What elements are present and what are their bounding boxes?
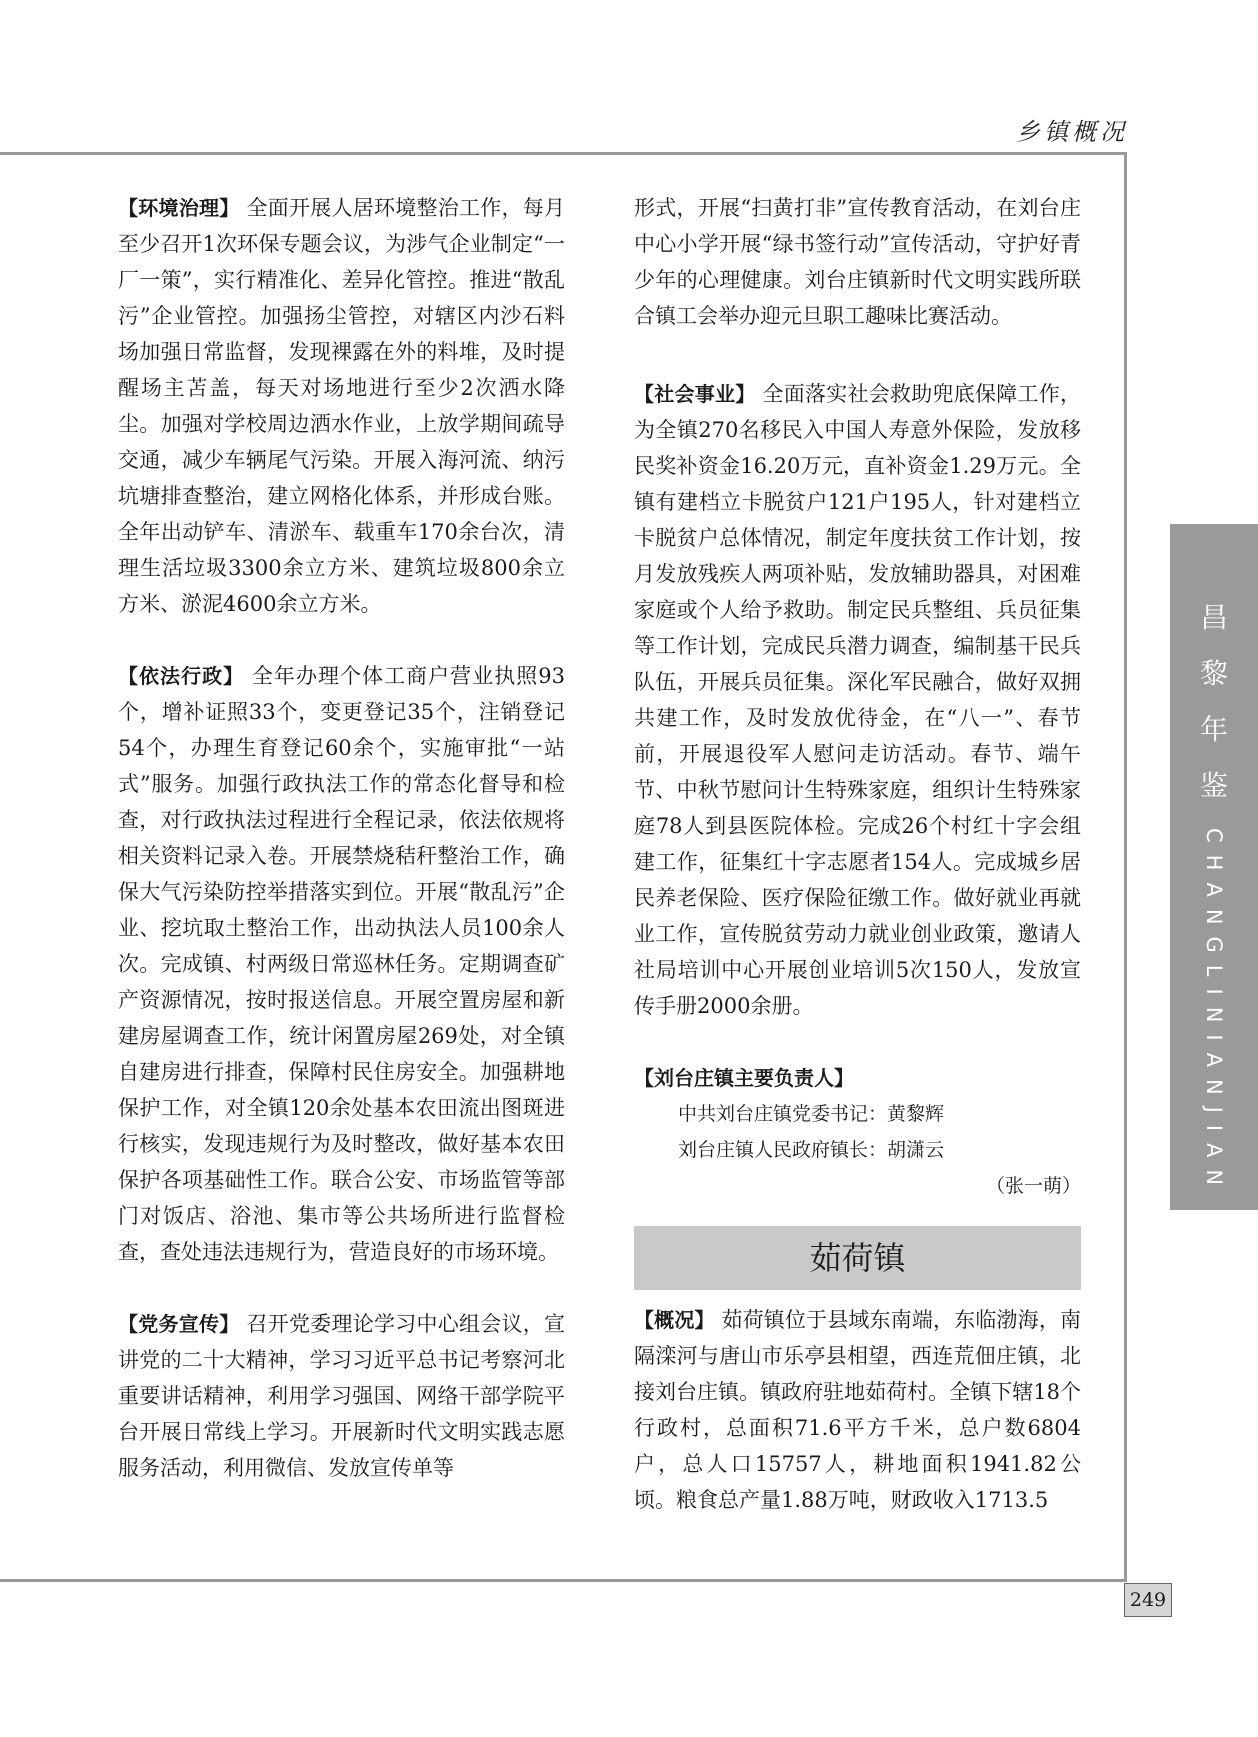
side-tab-char: 黎: [1199, 657, 1228, 690]
section-environment: [118, 190, 565, 622]
yearbook-side-tab: [1170, 524, 1258, 1210]
section-heading: 【党务宣传】: [118, 1312, 240, 1336]
frame-top-rule: [0, 152, 1124, 155]
section-body: 茹荷镇位于县域东南端，东临渤海，南隔滦河与唐山市乐亭县相望，西连荒佃庄镇，北接刘台庄镇。镇政府驻地茹荷村。全镇下辖18个行政村，总面积71.6平方千米，总户数6804户，总人口15757人，耕地面积1941.82公顷。粮食总产量1.88万吨，财政收入1713.5: [634, 1308, 1081, 1512]
running-header: 乡镇概况: [1016, 118, 1128, 146]
side-tab-char: 昌: [1199, 601, 1228, 634]
section-body: 全面落实社会救助兜底保障工作，为全镇270名移民入中国人寿意外保险，发放移民奖补资金16.20万元，直补资金1.29万元。全镇有建档立卡脱贫户121户195人，针对建档立卡脱贫户总体情况，制定年度扶贫工作计划，按月发放残疾人两项补贴，发放辅助器具，对困难家庭或个人给予救助。制定民兵整组、兵员征集等工作计划，完成民兵潜力调查，编制基干民兵队伍，开展兵员征集。深化军民融合，做好双拥共建工作，及时发放优待金，在“八一”、春节前，开展退役军人慰问走访活动。春节、端午节、中秋节慰问计生特殊家庭，组织计生特殊家庭78人到县医院体检。完成26个村红十字会组建工作，征集红十字志愿者154人。完成城乡居民养老保险、医疗保险征缴工作。做好就业再就业工作，宣传脱贫劳动力就业创业政策，邀请人社局培训中心开展创业培训5次150人，发放宣传手册2000余册。: [634, 382, 1081, 1018]
mayor-line: 刘台庄镇人民政府镇长：胡潇云: [678, 1139, 945, 1161]
section-body: 全面开展人居环境整治工作，每月至少召开1次环保专题会议，为涉气企业制定“一厂一策”，实行精准化、差异化管控。推进“散乱污”企业管控。加强扬尘管控，对辖区内沙石料场加强日常监督，发现裸露在外的料堆，及时提醒场主苫盖，每天对场地进行至少2次洒水降尘。加强对学校周边洒水作业，上放学期间疏导交通，减少车辆尾气污染。开展入海河流、纳污坑塘排查整治，建立网格化体系，并形成台账。全年出动铲车、清淤车、载重车170余台次，清理生活垃圾3300余立方米、建筑垃圾800余立方米、淤泥4600余立方米。: [118, 196, 565, 616]
leaders-heading: 【刘台庄镇主要负责人】: [634, 1066, 854, 1090]
section-body: 全年办理个体工商户营业执照93个，增补证照33个，变更登记35个，注销登记54个，办理生育登记60余个，实施审批“一站式”服务。加强行政执法工作的常态化督导和检查，对行政执法过程进行全程记录，依法依规将相关资料记录入卷。开展禁烧秸秆整治工作，确保大气污染防控举措落实到位。开展“散乱污”企业、挖坑取土整治工作，出动执法人员100余人次。完成镇、村两级日常巡林任务。定期调查矿产资源情况，按时报送信息。开展空置房屋和新建房屋调查工作，统计闲置房屋269处，对全镇自建房进行排查，保障村民住房安全。加强耕地保护工作，对全镇120余处基本农田流出图斑进行核实，发现违规行为及时整改，做好基本农田保护各项基础性工作。联合公安、市场监管等部门对饭店、浴池、集市等公共场所进行监督检查，查处违法违规行为，营造良好的市场环境。: [118, 664, 565, 1264]
town-section-banner: 茹荷镇: [634, 1226, 1081, 1290]
left-column: [118, 190, 565, 1522]
section-overview: [634, 1302, 1081, 1518]
section-heading: 【环境治理】: [118, 196, 240, 220]
frame-right-rule: [1124, 152, 1127, 1582]
continued-text: 形式，开展“扫黄打非”宣传教育活动，在刘台庄中心小学开展“绿书签行动”宣传活动，守护好青少年的心理健康。刘台庄镇新时代文明实践所联合镇工会举办迎元旦职工趣味比赛活动。: [634, 196, 1081, 328]
right-column: [634, 190, 1081, 1554]
side-tab-latin: CHANGLINIANJIAN: [1202, 828, 1226, 1198]
section-social-affairs: [634, 376, 1081, 1024]
frame-bottom-rule: [0, 1579, 1124, 1582]
party-secretary-line: 中共刘台庄镇党委书记：黄黎辉: [678, 1103, 945, 1125]
section-heading: 【依法行政】: [118, 664, 245, 688]
side-tab-char: 鉴: [1199, 769, 1228, 802]
section-heading: 【社会事业】: [634, 382, 756, 406]
leaders-block: [634, 1060, 1081, 1204]
page-number: 249: [1124, 1583, 1172, 1617]
side-tab-char: 年: [1199, 713, 1228, 746]
section-heading: 【概况】: [634, 1308, 715, 1332]
section-body: 召开党委理论学习中心组会议，宣讲党的二十大精神，学习习近平总书记考察河北重要讲话精神，利用学习强国、网络干部学院平台开展日常线上学习。开展新时代文明实践志愿服务活动，利用微信、发放宣传单等: [118, 1312, 565, 1480]
section-law-administration: [118, 658, 565, 1270]
author-credit: （张一萌）: [985, 1175, 1081, 1197]
section-party-publicity: [118, 1306, 565, 1486]
